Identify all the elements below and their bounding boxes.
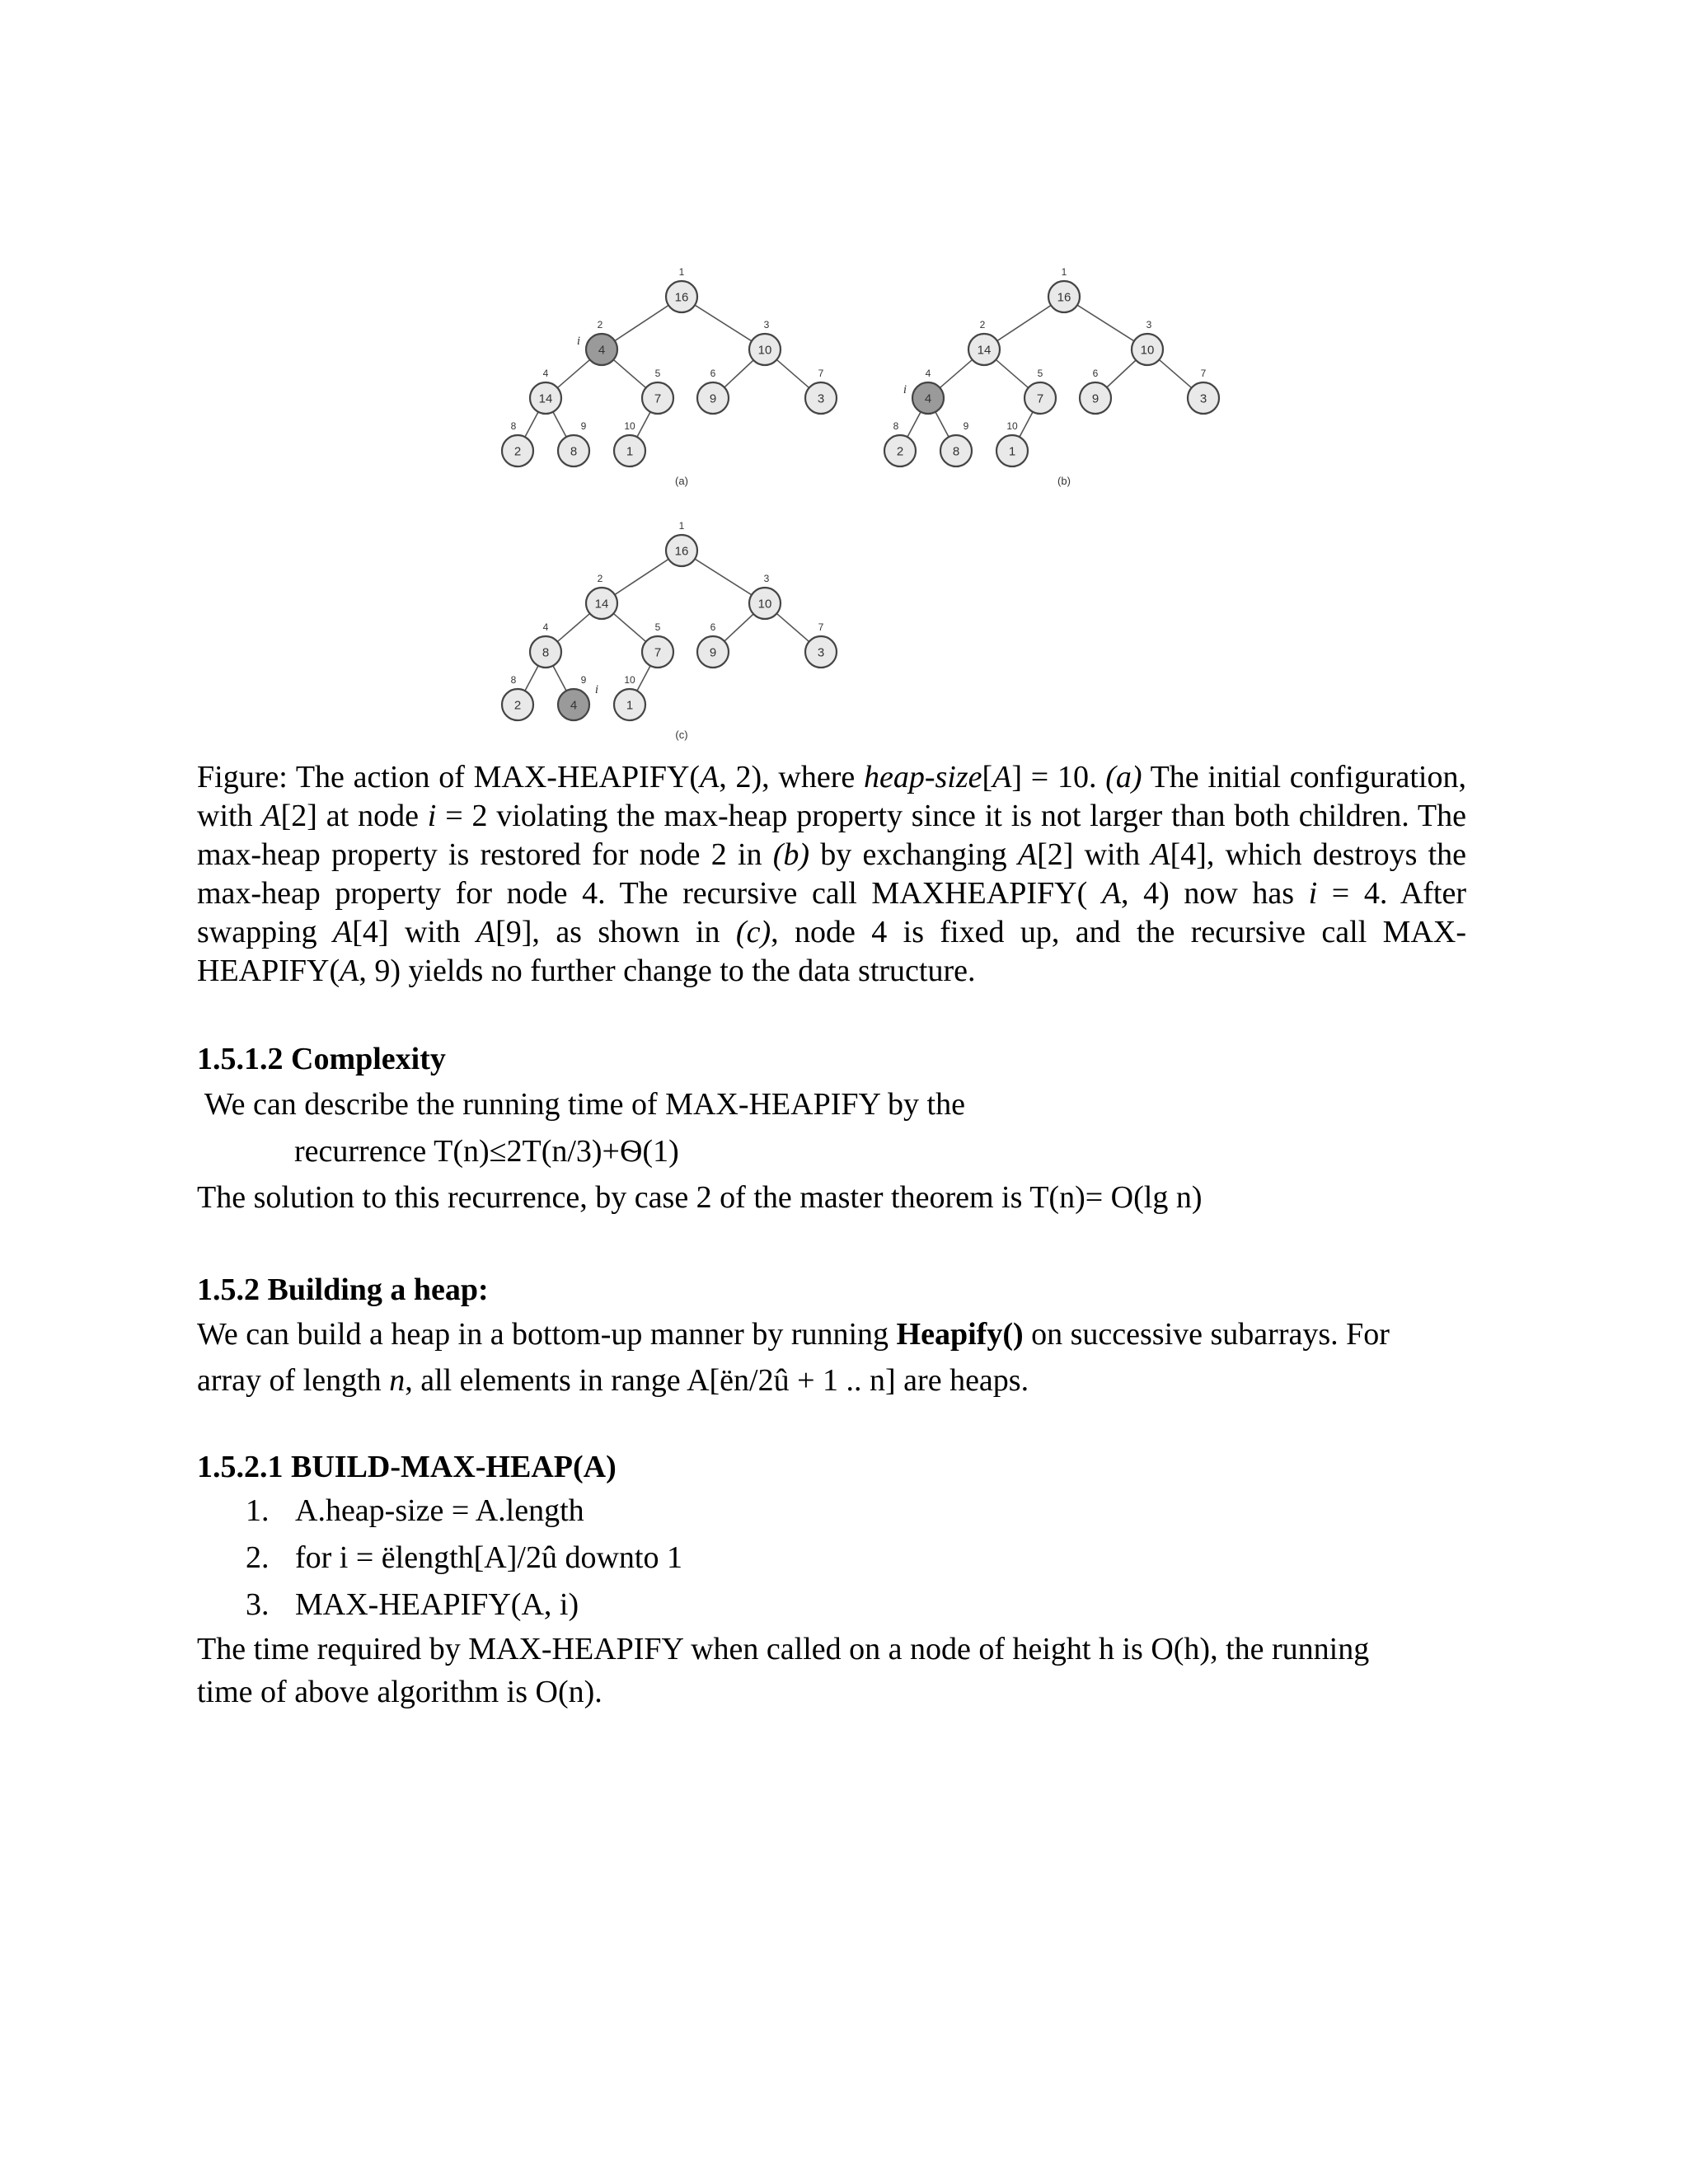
heap-node-value: 3 [817,391,825,406]
build-max-heap-heading: 1.5.2.1 BUILD-MAX-HEAP(A) [197,1450,617,1484]
tree-edge [997,305,1051,340]
heap-node-value: 4 [598,343,606,358]
tree-edge [1159,359,1191,387]
heap-node-value: 10 [1140,343,1155,358]
complexity-heading: 1.5.1.2 Complexity [197,1042,446,1076]
heap-tree-b [860,255,1240,494]
tree-edge [724,614,753,641]
heap-node-index: 1 [1061,266,1067,278]
tree-edge [940,359,972,387]
heap-node-index: 7 [818,368,824,379]
tree-edge [907,412,921,437]
heap-figure-c [478,509,857,748]
heap-node-value: 8 [542,645,550,660]
heap-node-index: 3 [763,573,770,584]
tree-edge [996,359,1028,387]
heap-node-index: 5 [1037,368,1043,379]
heap-node-index: 1 [678,266,685,278]
heap-node-value: 3 [817,645,825,660]
heap-node-value: 1 [1008,444,1016,459]
heap-node-value: 9 [709,391,717,406]
heap-node-value: 7 [1036,391,1044,406]
heap-node-index: 3 [763,319,770,330]
heap-node-index: 3 [1146,319,1152,330]
tree-edge [695,559,752,595]
heap-tree-a [478,255,857,494]
heap-node-index: 9 [580,674,587,686]
heap-node-value: 9 [1091,391,1100,406]
complexity-solution: The solution to this recurrence, by case 2 of the master theorem is T(n)= O(lg n) [197,1180,1203,1215]
heap-node-value: 1 [626,444,634,459]
heap-node-value: 4 [924,391,932,406]
tree-edge [1107,360,1136,387]
tree-edge [615,305,668,340]
heap-node-index: 6 [1092,368,1099,379]
tree-edge [525,412,538,437]
heap-node-index: 2 [597,319,603,330]
building-line-1: We can build a heap in a bottom-up manner by running Heapify() on successive subarrays. For [197,1317,1390,1352]
build-max-heap-note-1: The time required by MAX-HEAPIFY when called on a node of height h is O(h), the running [197,1632,1370,1666]
heap-node-index: 7 [1200,368,1207,379]
tree-edge [776,613,809,641]
heap-node-index: 9 [580,420,587,432]
heap-node-value: 14 [594,597,609,612]
pointer-i-label: i [903,383,907,396]
tree-edge [935,412,949,437]
heap-node-value: 8 [570,444,578,459]
building-line-2: array of length n, all elements in range A[ën/2û + 1 .. n] are heaps. [197,1363,1029,1398]
heap-node-value: 16 [674,290,689,305]
tree-edge [724,360,753,387]
heap-node-value: 2 [513,444,522,459]
tree-edge [615,559,668,594]
tree-edge [776,359,809,387]
heap-node-index: 5 [654,621,661,633]
heap-node-value: 8 [952,444,960,459]
tree-edge [1077,305,1134,341]
tree-edge [613,359,645,387]
heap-node-index: 2 [979,319,986,330]
complexity-line-1: We can describe the running time of MAX-HEAPIFY by the [197,1087,965,1122]
heap-node-index: 10 [624,420,635,432]
heap-node-value: 10 [757,597,772,612]
heap-node-value: 4 [570,698,578,713]
heap-node-index: 6 [710,621,716,633]
heap-node-index: 8 [510,674,517,686]
tree-edge [613,613,645,641]
heap-node-index: 8 [510,420,517,432]
heap-tree-c [478,509,857,748]
heap-node-value: 2 [513,698,522,713]
heap-figure-b [860,255,1240,494]
heap-node-index: 8 [893,420,899,432]
heap-node-index: 1 [678,520,685,532]
complexity-recurrence: recurrence T(n)≤2T(n/3)+Ѳ(1) [294,1134,679,1169]
heap-node-index: 4 [542,621,549,633]
tree-edge [637,412,650,437]
heap-node-index: 10 [1006,420,1018,432]
heap-node-index: 2 [597,573,603,584]
heap-node-index: 7 [818,621,824,633]
heap-node-value: 9 [709,645,717,660]
tree-edge [553,412,566,437]
heap-node-index: 10 [624,674,635,686]
heap-node-value: 3 [1199,391,1207,406]
heap-node-value: 14 [977,343,992,358]
heap-node-value: 16 [1057,290,1071,305]
heap-figure-a [478,255,857,494]
tree-edge [637,666,650,691]
building-heading: 1.5.2 Building a heap: [197,1272,489,1307]
figure-caption: Figure: The action of MAX-HEAPIFY(A, 2), where heap-size[A] = 10. (a) The initial configuration, with A[2] at node i = 2 violating the max-heap property since it is not larger than both children. The max-heap property is restored for node 2 in (b) by exchanging A[2] with A[4], which destroys the max-heap property for node 4. The recursive call MAXHEAPIFY( A, 4) now has i = 4. After swapping A[4] with A[9], as shown in (c), node 4 is fixed up, and the recursive call MAX-HEAPIFY(A, 9) yields no further change to the data structure. [197,760,1466,988]
heap-node-index: 4 [925,368,931,379]
heap-node-value: 16 [674,544,689,559]
tree-edge [557,359,589,387]
tree-edge [525,666,538,691]
figure-sublabel: (b) [1057,475,1071,487]
build-max-heap-note-2: time of above algorithm is O(n). [197,1675,603,1709]
heap-node-value: 14 [538,391,553,406]
figure-sublabel: (c) [675,729,688,741]
figure-sublabel: (a) [675,475,688,487]
heap-node-value: 7 [654,645,662,660]
heap-node-index: 5 [654,368,661,379]
heap-node-value: 10 [757,343,772,358]
heap-node-value: 7 [654,391,662,406]
tree-edge [557,613,589,641]
heap-node-index: 9 [963,420,969,432]
heap-node-value: 2 [896,444,904,459]
tree-edge [1020,412,1033,437]
heap-node-value: 1 [626,698,634,713]
tree-edge [695,305,752,341]
tree-edge [553,666,566,691]
heap-node-index: 4 [542,368,549,379]
pointer-i-label: i [576,335,581,348]
pointer-i-label: i [594,683,599,696]
heap-node-index: 6 [710,368,716,379]
